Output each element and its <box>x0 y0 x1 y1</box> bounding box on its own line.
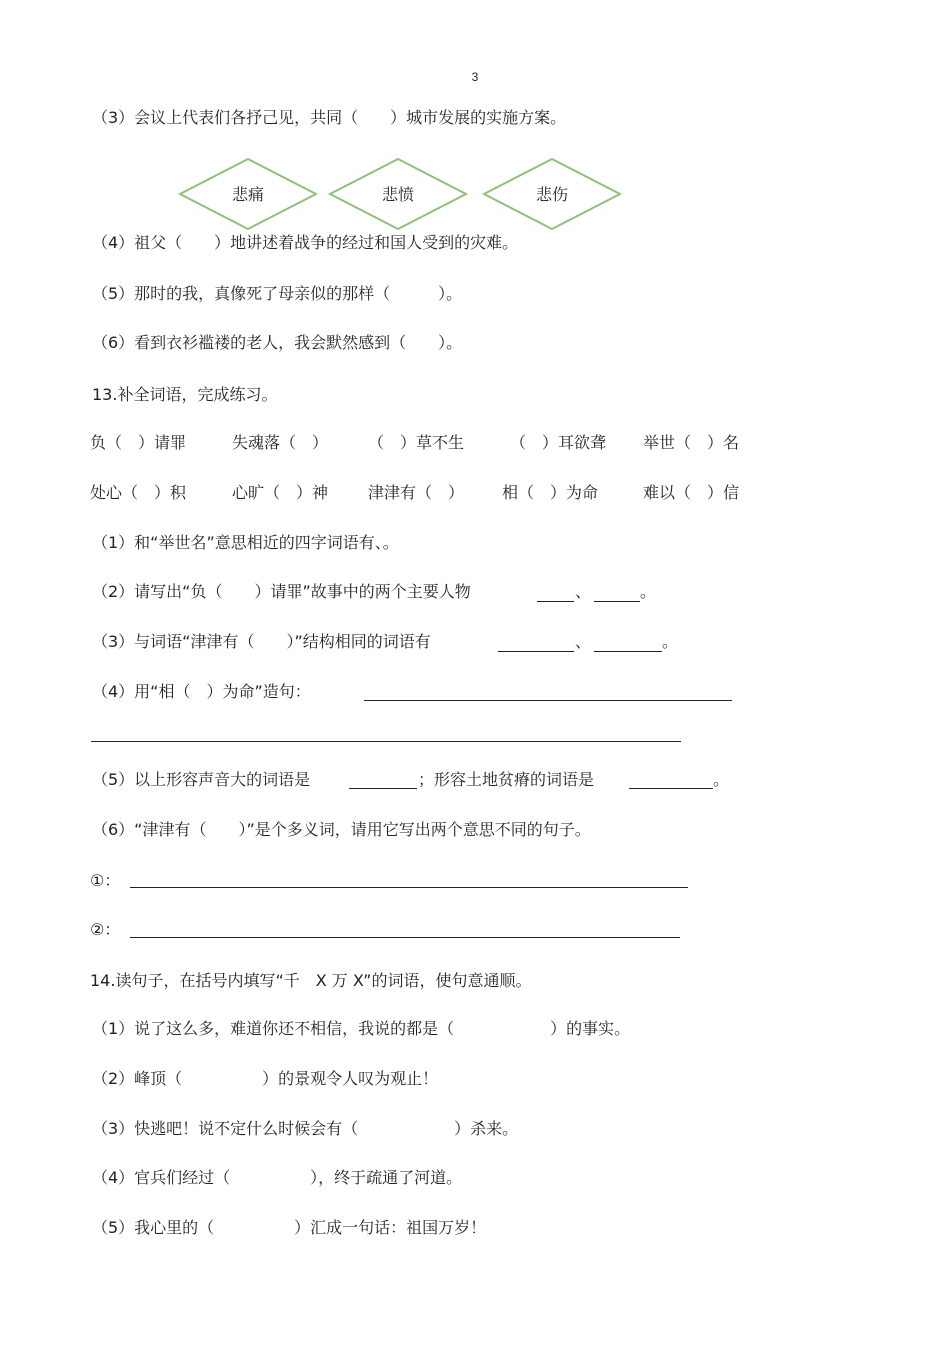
q13-word-2-2: 心旷（ ）神 <box>232 483 329 502</box>
period: 。 <box>640 582 657 601</box>
circled-2: ②： <box>90 920 121 939</box>
q14-sentence-1: （1）说了这么多，难道你还不相信，我说的都是（ ）的事实。 <box>92 1019 631 1038</box>
q13-word-2-4: 相（ ）为命 <box>502 483 599 502</box>
answer-line-p3-b[interactable] <box>594 651 662 652</box>
q13-part-2: （2）请写出“负（ ）请罪”故事中的两个主要人物 <box>92 582 471 601</box>
q12-sentence-3: （3）会议上代表们各抒己见，共同（ ）城市发展的实施方案。 <box>92 108 567 127</box>
answer-line-p2-a[interactable] <box>537 601 574 602</box>
q13-part-5-a: （5）以上形容声音大的词语是 <box>92 770 311 789</box>
q12-sentence-4: （4）祖父（ ）地讲述着战争的经过和国人受到的灾难。 <box>92 233 519 252</box>
answer-line-c1[interactable] <box>130 887 688 888</box>
answer-line-p2-b[interactable] <box>594 601 640 602</box>
option-label-2: 悲愤 <box>381 185 415 204</box>
q13-part-5-b: ；形容土地贫瘠的词语是 <box>418 770 595 789</box>
q12-sentence-5: （5）那时的我，真像死了母亲似的那样（ ）。 <box>92 284 463 303</box>
q13-word-1-5: 举世（ ）名 <box>643 433 740 452</box>
page-number: 3 <box>471 70 479 84</box>
q13-part-6: （6）“津津有（ ）”是个多义词，请用它写出两个意思不同的句子。 <box>92 820 591 839</box>
q13-title: 13.补全词语，完成练习。 <box>92 385 278 404</box>
answer-line-c2[interactable] <box>130 937 680 938</box>
answer-line-p5-b[interactable] <box>629 788 713 789</box>
dun-separator: 、 <box>575 582 592 601</box>
answer-line-p5-a[interactable] <box>349 788 417 789</box>
option-diamond-2 <box>330 159 466 229</box>
answer-line-p4-a[interactable] <box>364 700 732 701</box>
dun-separator: 、 <box>575 632 592 651</box>
q14-sentence-3: （3）快逃吧！说不定什么时候会有（ ）杀来。 <box>92 1119 519 1138</box>
q13-part-4: （4）用“相（ ）为命”造句： <box>92 682 311 701</box>
option-diamond-3 <box>484 159 620 229</box>
q14-sentence-2: （2）峰顶（ ）的景观令人叹为观止！ <box>92 1069 439 1088</box>
q13-word-2-5: 难以（ ）信 <box>643 483 740 502</box>
q13-word-1-4: （ ）耳欲聋 <box>510 433 607 452</box>
word-options-diamonds <box>0 157 950 235</box>
q13-word-1-1: 负（ ）请罪 <box>90 433 187 452</box>
option-diamond-1 <box>180 159 316 229</box>
q13-word-1-2: 失魂落（ ） <box>232 433 329 452</box>
q14-sentence-5: （5）我心里的（ ）汇成一句话：祖国万岁！ <box>92 1218 487 1237</box>
q13-word-2-1: 处心（ ）积 <box>90 483 187 502</box>
answer-line-p4-b[interactable] <box>91 741 681 742</box>
q14-title: 14.读句子，在括号内填写“千 X 万 X”的词语，使句意通顺。 <box>90 971 532 990</box>
period: 。 <box>713 770 730 789</box>
q13-word-1-3: （ ）草不生 <box>368 433 465 452</box>
period: 。 <box>662 632 679 651</box>
option-label-3: 悲伤 <box>535 185 569 204</box>
answer-line-p3-a[interactable] <box>498 651 574 652</box>
q13-part-1: （1）和“举世名”意思相近的四字词语有、。 <box>92 533 399 552</box>
option-label-1: 悲痛 <box>231 185 265 204</box>
q14-sentence-4: （4）官兵们经过（ ），终于疏通了河道。 <box>92 1168 463 1187</box>
q12-sentence-6: （6）看到衣衫褴褛的老人，我会默然感到（ ）。 <box>92 333 463 352</box>
q13-word-2-3: 津津有（ ） <box>368 483 465 502</box>
q13-part-3: （3）与词语“津津有（ ）”结构相同的词语有 <box>92 632 431 651</box>
circled-1: ①： <box>90 871 121 890</box>
